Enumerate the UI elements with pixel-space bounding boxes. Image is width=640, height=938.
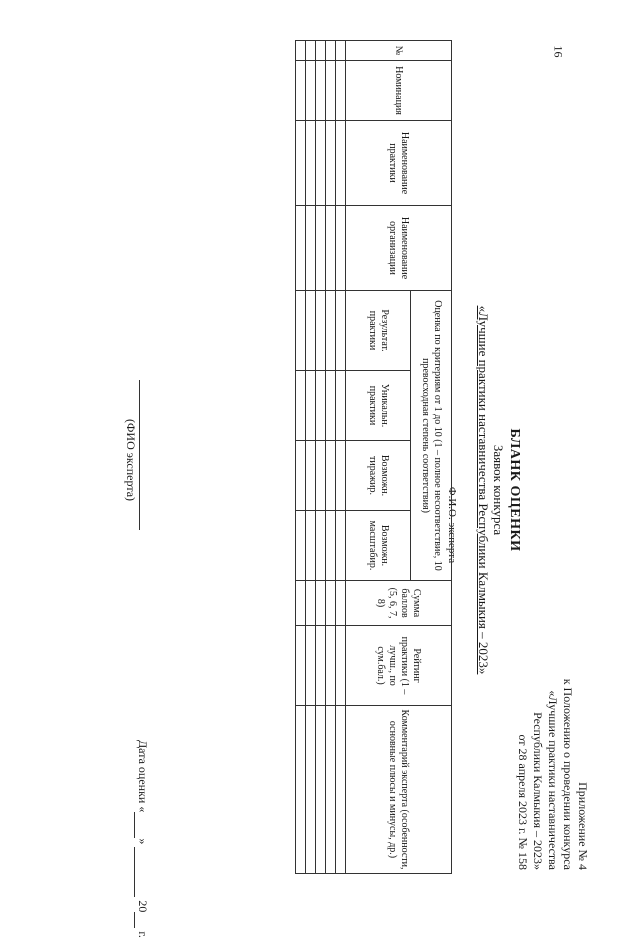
header-crit-result: Результат. практики	[346, 291, 411, 371]
appendix-line: Приложение № 4	[576, 782, 590, 870]
date-month-blank	[134, 847, 150, 897]
title-contest: «Лучшие практики наставничества Республики Калмыкия – 2023»	[476, 305, 491, 675]
page-number: 16	[551, 45, 566, 58]
table-row	[316, 41, 326, 874]
evaluation-date	[134, 740, 150, 938]
header-criteria: Оценка по критериям от 1 до 10 (1 – полное несоответствие, 10 превосходная степень соответствия)	[411, 291, 452, 581]
header-crit-unique: Уникальн. практики	[346, 371, 411, 441]
date-quote: »	[136, 838, 150, 845]
date-year-blank	[134, 912, 150, 928]
table-row	[336, 41, 346, 874]
header-nomination: Номинация	[346, 61, 452, 121]
form-title	[476, 260, 522, 720]
table-row	[296, 41, 306, 874]
table-row	[306, 41, 316, 874]
appendix-line: Республики Калмыкия – 2023»	[531, 712, 545, 870]
table-row	[326, 41, 336, 874]
header-comment: Комментарий эксперта (особенности, основные плюсы и минусы, др.)	[346, 706, 452, 874]
date-label: Дата оценки «	[136, 740, 150, 813]
appendix-line: к Положению о проведении конкурса	[561, 678, 575, 870]
date-end: г.	[136, 931, 150, 938]
date-year: 20	[136, 900, 150, 913]
header-crit-replicate: Возможн. тиражир.	[346, 441, 411, 511]
header-crit-scale: Возможн. масштабир.	[346, 511, 411, 581]
fio-label: (ФИО эксперта)	[124, 418, 138, 502]
title-sub: Заявок конкурса	[491, 444, 506, 536]
date-day-blank	[134, 812, 150, 838]
header-practice: Наименование практики	[346, 121, 452, 206]
header-rating: Рейтинг практики (1 – лучш., по сум.бал.)	[346, 626, 452, 706]
evaluation-table	[295, 40, 452, 874]
title-main: БЛАНК ОЦЕНКИ	[507, 428, 522, 552]
header-no: №	[346, 41, 452, 61]
appendix-header	[515, 550, 590, 870]
appendix-line: «Лучшие практики наставничества	[546, 690, 560, 870]
header-organization: Наименование организации	[346, 206, 452, 291]
appendix-line: от 28 апреля 2023 г. № 158	[516, 734, 530, 870]
header-sum: Сумма баллов (5, 6, 7, 8)	[346, 581, 452, 626]
expert-name-label: Ф.И.О. эксперта	[446, 486, 458, 564]
signature-line	[139, 380, 140, 530]
